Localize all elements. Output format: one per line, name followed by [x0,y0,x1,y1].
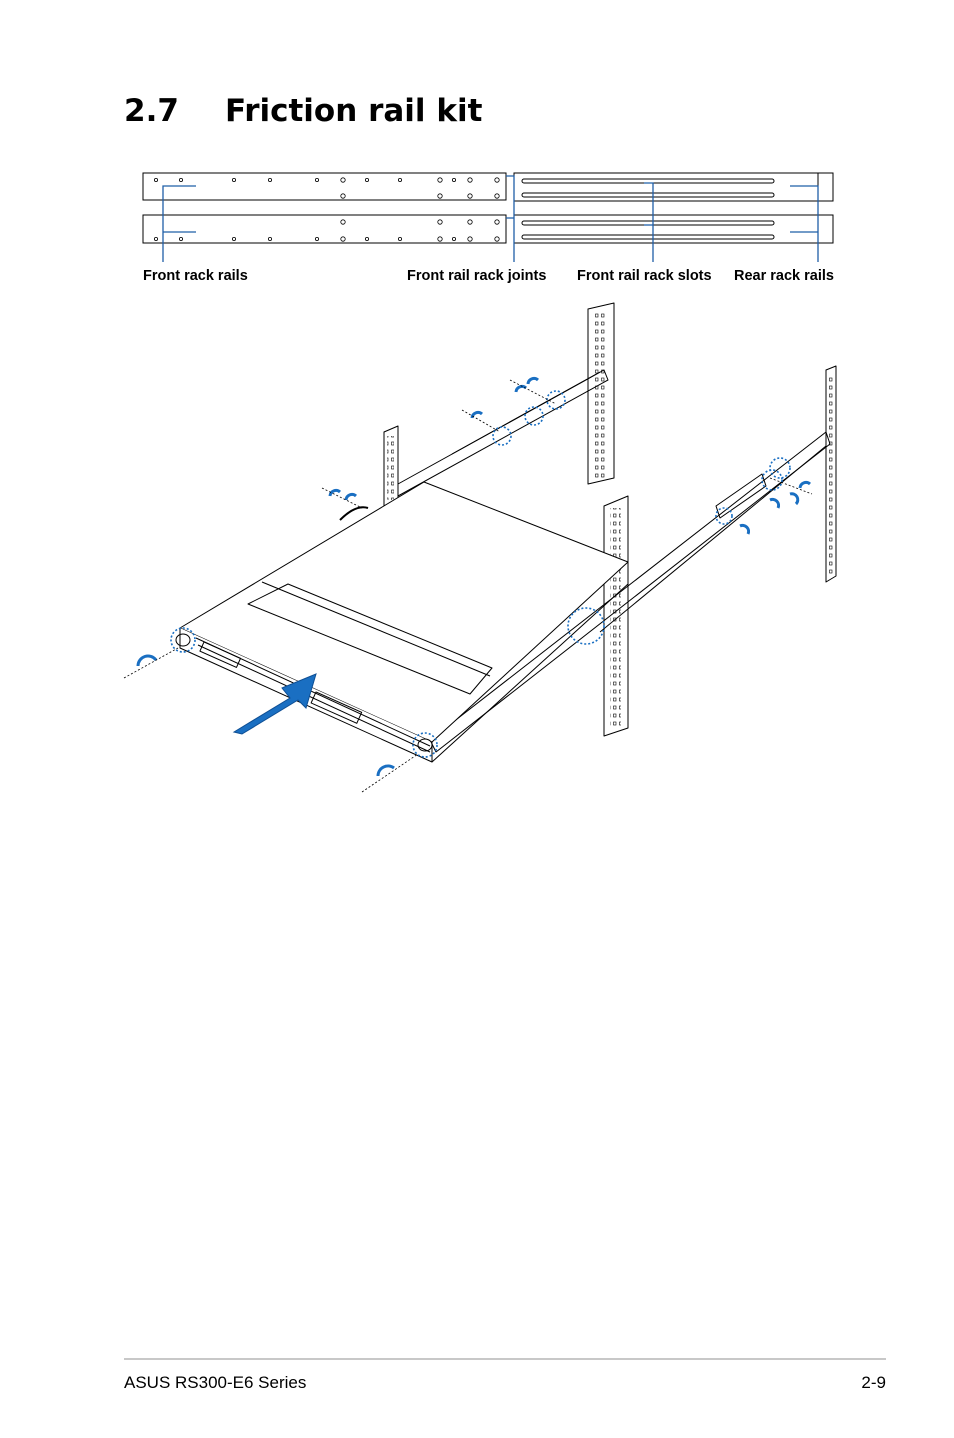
label-front-rail-rack-joints: Front rail rack joints [407,268,547,284]
label-front-rail-rack-slots: Front rail rack slots [577,268,712,284]
footer-product: ASUS RS300-E6 Series [124,1373,307,1392]
label-front-rack-rails: Front rack rails [143,268,248,284]
section-number: 2.7 [124,93,179,129]
label-rear-rack-rails: Rear rack rails [734,268,834,284]
left-rail [398,370,608,496]
section-title: Friction rail kit [225,93,483,129]
footer-rule [124,1358,886,1360]
footer-page-number: 2-9 [861,1373,886,1392]
server-top [180,482,628,742]
